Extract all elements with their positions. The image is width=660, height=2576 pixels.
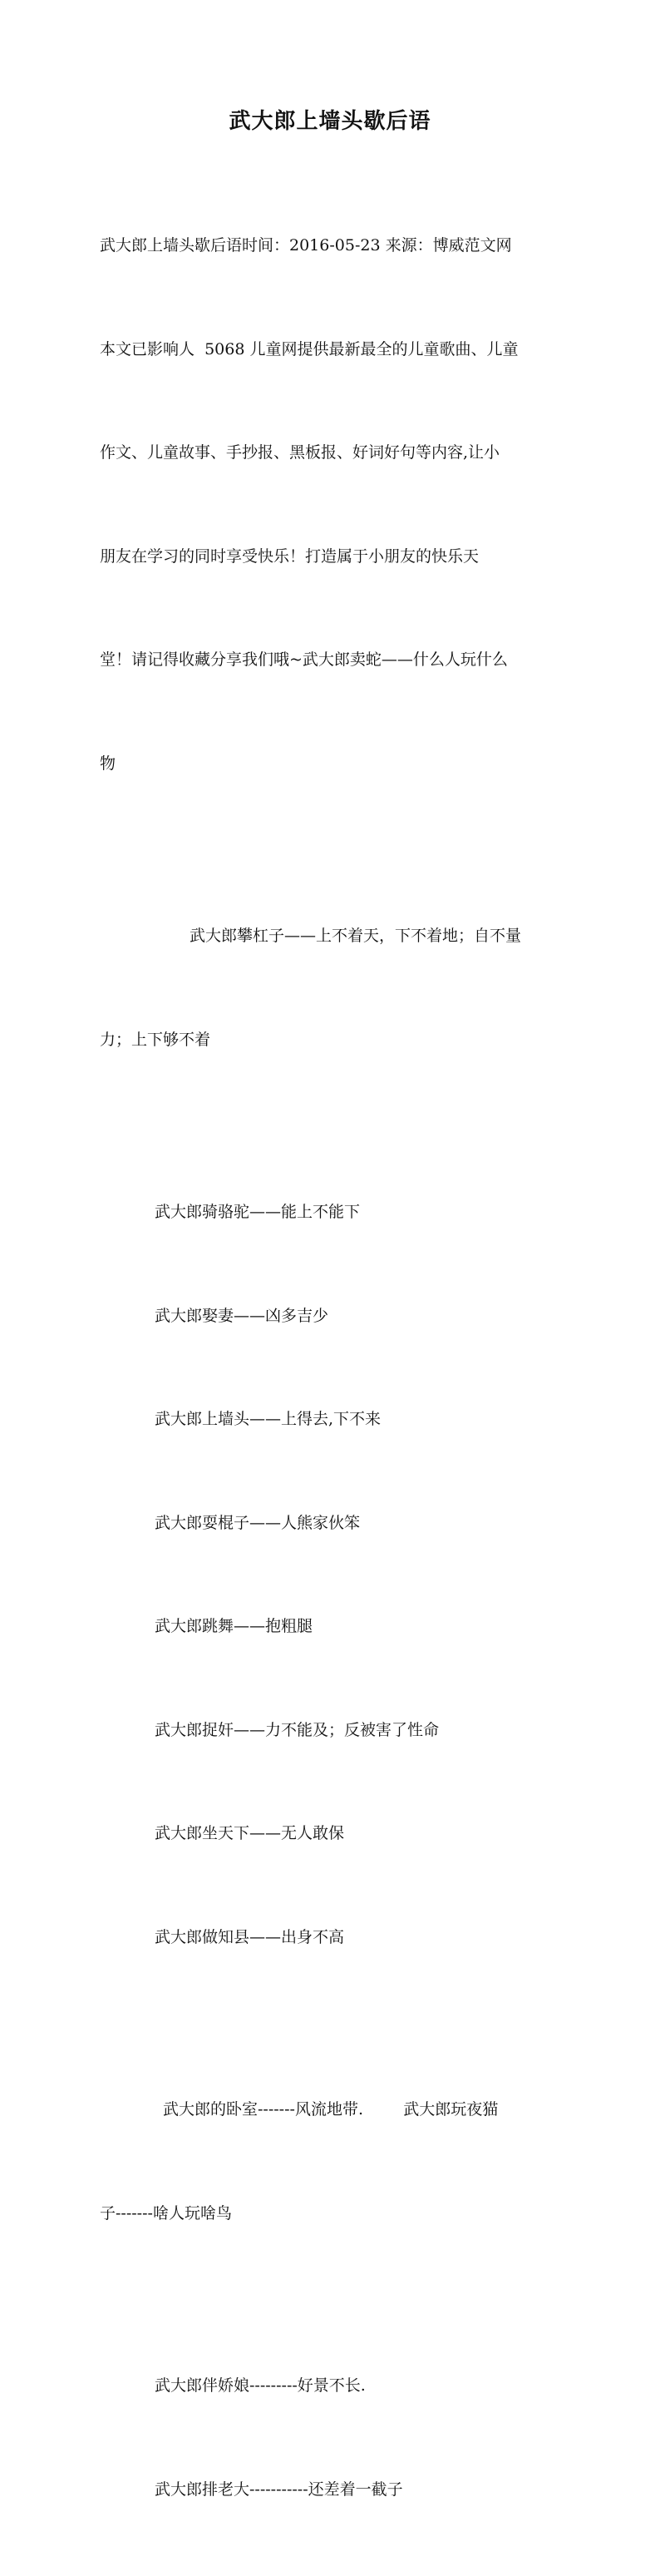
intro-paragraph [100,160,565,850]
proverb-line: 子-------啥人玩啥鸟 [100,2203,232,2222]
intro-line: 本文已影响人 5068 儿童网提供最新最全的儿童歌曲、儿童 [100,339,519,358]
proverb-item: 武大郎捉奸——力不能及；反被害了性命 [155,1720,440,1739]
proverb-item: 武大郎做知县——出身不高 [155,1927,345,1946]
proverb-item: 武大郎耍棍子——人熊家伙笨 [155,1513,361,1532]
proverb-line: 力；上下够不着 [100,1030,211,1049]
intro-line: 武大郎上墙头歇后语时间：2016-05-23 来源：博威范文网 [100,236,512,255]
proverb-item: 武大郎跳舞——抱粗腿 [155,1617,313,1635]
proverb-item: 武大郎骑骆驼——能上不能下 [155,1203,361,1221]
intro-line: 物 [100,754,116,773]
document-title: 武大郎上墙头歇后语 [229,109,431,134]
proverb-list [100,1126,565,2024]
proverb-item: 武大郎伴娇娘---------好景不长. [155,2376,366,2395]
proverb-line: 武大郎的卧室-------风流地带. 武大郎玩夜猫 [163,2100,499,2119]
intro-line: 朋友在学习的同时享受快乐！打造属于小朋友的快乐天 [100,546,480,566]
proverb-item: 武大郎娶妻——凶多吉少 [155,1306,329,1325]
intro-line: 堂！请记得收藏分享我们哦~武大郎卖蛇——什么人玩什么 [100,650,508,669]
proverb-item: 武大郎上墙头——上得去,下不来 [155,1410,382,1428]
proverb-item: 武大郎排老大-----------还差着一截子 [155,2480,403,2499]
proverb-paragraph [100,850,565,1126]
intro-line: 作文、儿童故事、手抄报、黑板报、好词好句等内容,让小 [100,443,500,462]
proverb-paragraph [100,2024,565,2300]
proverb-list [100,2300,565,2576]
proverb-item: 武大郎坐天下——无人敢保 [155,1824,345,1842]
document-body [100,160,565,2576]
proverb-line: 武大郎攀杠子——上不着天，下不着地；自不量 [190,927,522,945]
